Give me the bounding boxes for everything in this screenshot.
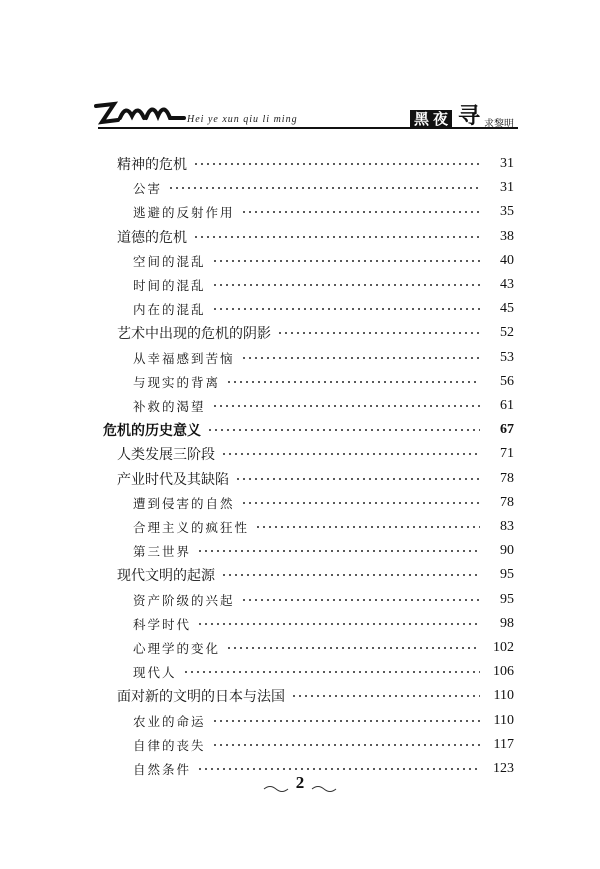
toc-entry	[133, 660, 514, 684]
toc-entry-title: 现代人	[133, 665, 177, 681]
toc-entry-title: 时间的混乱	[133, 278, 206, 293]
toc-entry-title: 精神的危机	[117, 157, 187, 173]
toc-entry-page: 110	[493, 712, 514, 728]
toc-leader-dots	[183, 671, 480, 673]
toc-entry	[133, 733, 514, 757]
toc-leader-dots	[193, 163, 480, 165]
toc-entry-title: 现代文明的起源	[117, 568, 215, 585]
toc-entry-title: 危机的历史意义	[103, 423, 201, 440]
toc-leader-dots	[212, 744, 480, 746]
toc-leader-dots	[168, 187, 480, 189]
toc-entry	[117, 442, 514, 466]
toc-entry	[117, 321, 514, 345]
toc-entry	[117, 225, 514, 249]
toc-leader-dots	[241, 211, 480, 213]
toc-leader-dots	[197, 768, 480, 770]
toc-entry-title: 空间的混乱	[133, 253, 206, 269]
toc-entry-title: 内在的混乱	[133, 302, 206, 318]
toc-entry	[117, 563, 514, 587]
toc-entry-title: 第三世界	[133, 544, 192, 560]
toc-entry	[133, 370, 514, 394]
toc-entry-title: 艺术中出现的危机的阴影	[117, 326, 271, 343]
page-number: 2	[295, 773, 305, 792]
toc-leader-dots	[241, 502, 480, 504]
toc-leader-dots	[255, 526, 480, 528]
toc-leader-dots	[226, 381, 480, 383]
toc-entry-page: 98	[500, 615, 514, 631]
toc-entry-page: 61	[500, 398, 514, 413]
toc-entry-title: 公害	[133, 181, 163, 197]
toc-entry-page: 95	[500, 567, 514, 583]
toc-entry	[133, 297, 514, 321]
toc-leader-dots	[226, 647, 480, 649]
toc-entry	[133, 709, 514, 733]
toc-entry-title: 面对新的文明的日本与法国	[117, 689, 285, 706]
toc-entry-title: 心理学的变化	[133, 641, 221, 656]
toc-entry-page: 38	[500, 228, 514, 244]
toc-entry	[133, 394, 514, 418]
toc-entry-title: 产业时代及其缺陷	[117, 471, 229, 488]
toc-entry-title: 补救的渴望	[133, 399, 206, 414]
toc-leader-dots	[193, 236, 480, 238]
toc-entry-page: 43	[500, 277, 514, 292]
toc-entry-page: 123	[493, 761, 514, 776]
toc-entry-title: 遭到侵害的自然	[133, 495, 235, 511]
series-glyph: 寻	[458, 104, 481, 129]
toc-entry	[133, 757, 514, 781]
toc-entry-title: 资产阶级的兴起	[133, 592, 235, 608]
toc-entry-title: 合理主义的疯狂性	[133, 520, 250, 535]
toc-leader-dots	[241, 357, 480, 359]
toc-leader-dots	[212, 284, 480, 286]
toc-entry	[117, 684, 514, 708]
toc-entry	[133, 539, 514, 563]
toc-leader-dots	[212, 308, 480, 310]
toc-entry	[133, 612, 514, 636]
toc-entry	[133, 176, 514, 200]
toc-leader-dots	[291, 695, 480, 697]
toc-entry-page: 71	[500, 446, 514, 462]
toc-leader-dots	[277, 332, 480, 334]
toc-entry	[133, 588, 514, 612]
toc-entry	[133, 491, 514, 515]
toc-leader-dots	[235, 478, 480, 480]
toc-entry-title: 逃避的反射作用	[133, 205, 235, 221]
toc-entry-title: 人类发展三阶段	[117, 447, 215, 464]
toc-entry-page: 117	[493, 736, 514, 752]
toc-entry-page: 31	[500, 180, 514, 196]
toc-entry-page: 90	[500, 543, 514, 559]
header-rule	[98, 127, 518, 129]
toc-entry-page: 78	[500, 470, 514, 486]
toc-entry-page: 40	[500, 252, 514, 268]
toc-entry	[133, 636, 514, 660]
toc-entry-page: 52	[500, 325, 514, 341]
toc-entry-page: 45	[500, 301, 514, 317]
toc-entry-page: 35	[500, 204, 514, 220]
series-char-2: 夜	[433, 110, 449, 128]
toc-leader-dots	[212, 260, 480, 262]
series-logo	[92, 100, 188, 128]
toc-entry-title: 道德的危机	[117, 229, 187, 246]
toc-leader-dots	[241, 599, 480, 601]
toc-entry	[133, 200, 514, 224]
series-char-1: 黑	[414, 110, 430, 128]
toc-leader-dots	[207, 429, 480, 431]
toc-entry	[133, 273, 514, 297]
toc-leader-dots	[197, 623, 480, 625]
toc-entry	[133, 346, 514, 370]
header-subtitle: 求黎明	[484, 119, 514, 130]
toc-entry-page: 83	[500, 519, 514, 534]
toc-entry-page: 106	[493, 664, 514, 680]
toc-leader-dots	[212, 720, 480, 722]
toc-entry-page: 56	[500, 373, 514, 389]
toc-entry-page: 110	[493, 688, 514, 704]
toc-entry-title: 科学时代	[133, 616, 192, 632]
toc-entry-page: 95	[500, 591, 514, 607]
toc-leader-dots	[221, 453, 480, 455]
toc-entry	[117, 152, 514, 176]
toc-entry	[133, 249, 514, 273]
toc-leader-dots	[212, 405, 480, 407]
toc-entry-page: 53	[500, 349, 514, 365]
toc-entry	[133, 515, 514, 539]
toc-entry-page: 102	[493, 640, 514, 655]
toc-entry-page: 67	[500, 422, 514, 438]
toc-entry-page: 78	[500, 494, 514, 510]
toc-entry	[117, 467, 514, 491]
toc-entry-title: 农业的命运	[133, 713, 206, 729]
toc-entry-title: 自律的丧失	[133, 737, 206, 753]
toc-entry-title: 与现实的背离	[133, 374, 221, 390]
toc-leader-dots	[197, 550, 480, 552]
toc-leader-dots	[221, 574, 480, 576]
toc-entry-page: 31	[500, 156, 514, 171]
toc-entry-title: 自然条件	[133, 762, 192, 777]
header-pinyin: Hei ye xun qiu li ming	[187, 114, 298, 125]
toc-entry	[103, 418, 514, 442]
toc-entry-title: 从幸福感到苦恼	[133, 350, 235, 366]
